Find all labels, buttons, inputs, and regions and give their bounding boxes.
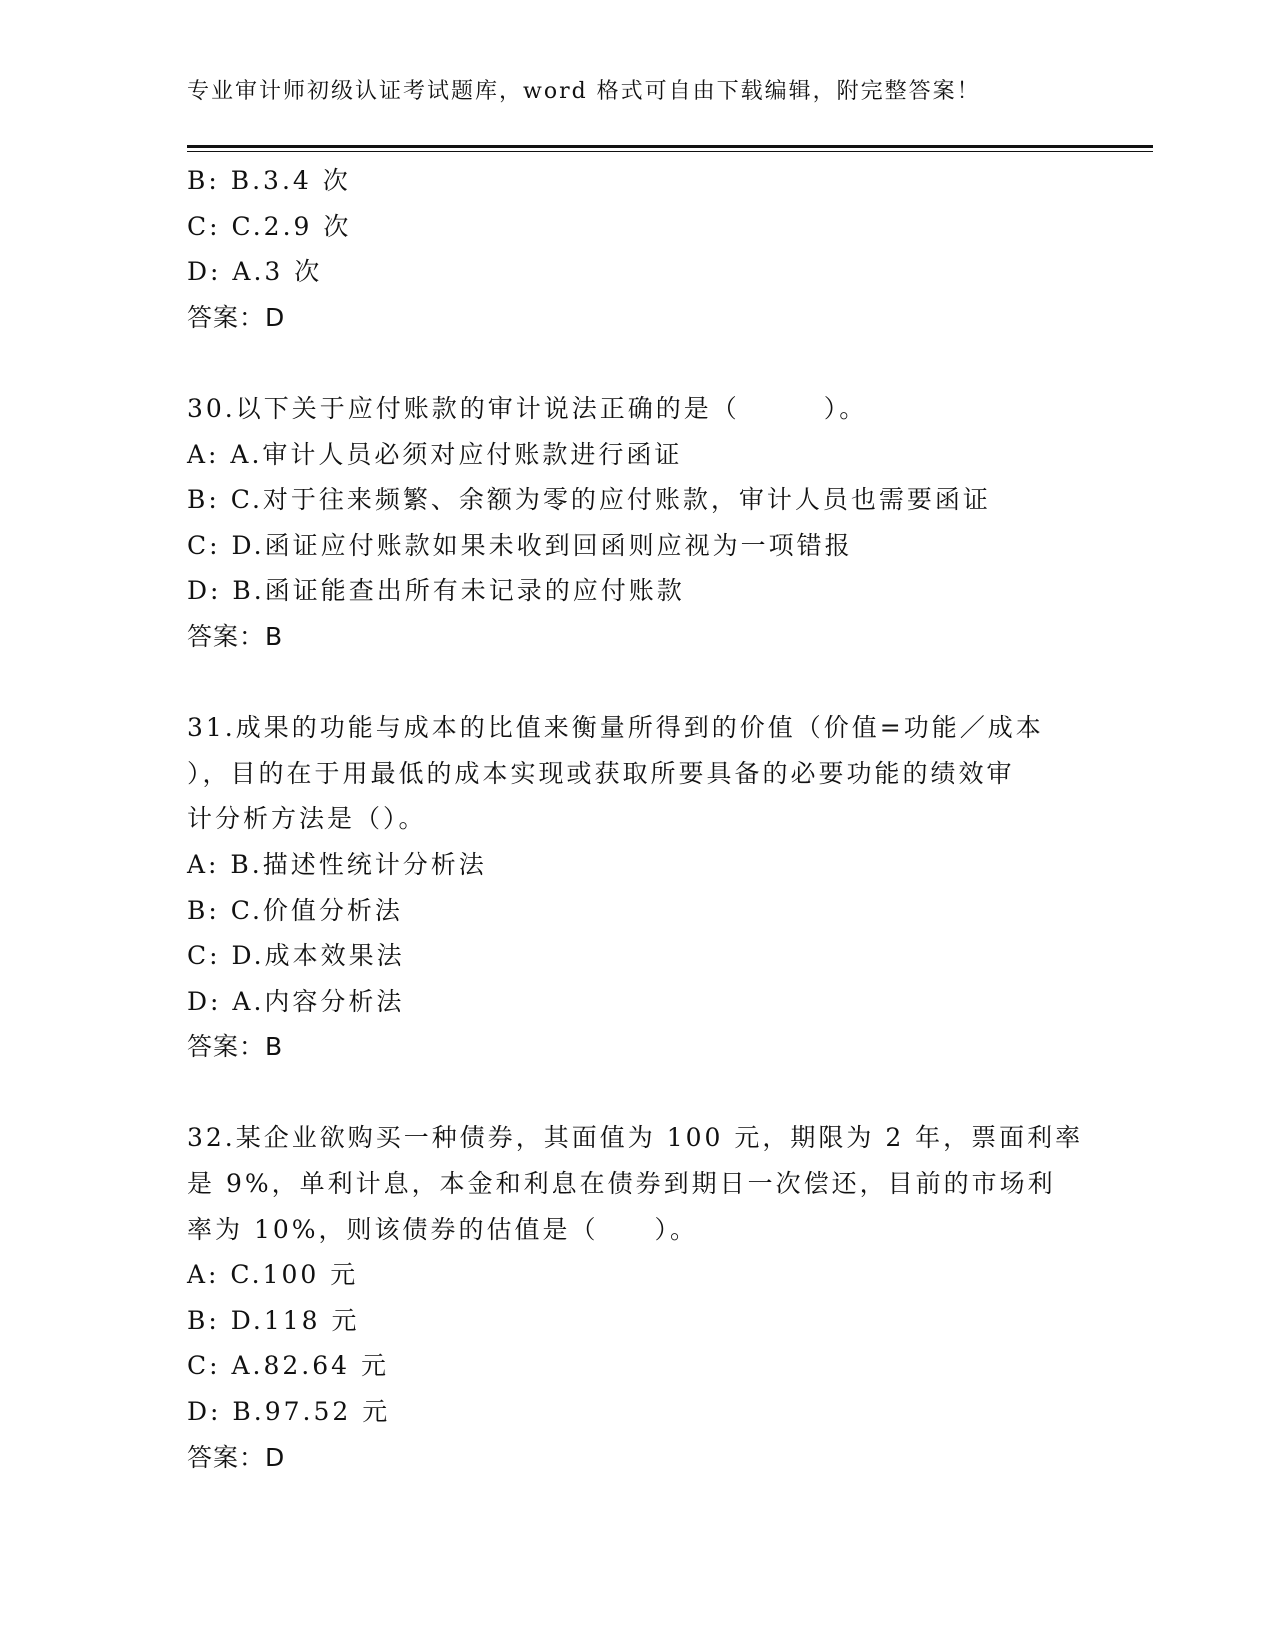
option-c: C: D.成本效果法 — [187, 941, 405, 971]
question-block-31 — [187, 705, 1067, 1070]
question-text: 31.成果的功能与成本的比值来衡量所得到的价值（价值=功能／成本 — [187, 713, 1044, 743]
option-a: A: A.审计人员必须对应付账款进行函证 — [187, 439, 683, 469]
block-spacer — [187, 1070, 1067, 1116]
option-d: D: B.97.52 元 — [187, 1397, 391, 1427]
option-c: C: C.2.9 次 — [187, 211, 352, 241]
option-b: B: C.价值分析法 — [187, 895, 403, 925]
block-spacer — [187, 340, 1067, 386]
option-c: C: D.函证应付账款如果未收到回函则应视为一项错报 — [187, 530, 853, 560]
question-text: ），目的在于用最低的成本实现或获取所要具备的必要功能的绩效审 — [187, 758, 1015, 788]
option-b: B: D.118 元 — [187, 1305, 360, 1335]
block-spacer — [187, 660, 1067, 706]
header-rule-thin — [187, 151, 1153, 152]
option-b: B: C.对于往来频繁、余额为零的应付账款，审计人员也需要函证 — [187, 485, 991, 515]
page-header: 专业审计师初级认证考试题库，word 格式可自由下载编辑，附完整答案！ — [187, 79, 981, 104]
question-text: 30.以下关于应付账款的审计说法正确的是（ ）。 — [187, 393, 868, 423]
question-block-30 — [187, 386, 1067, 660]
question-content — [187, 158, 1084, 1480]
question-text: 是 9%，单利计息，本金和利息在债券到期日一次偿还，目前的市场利 — [187, 1169, 1056, 1199]
answer-line: 答案：B — [187, 1032, 284, 1062]
option-a: A: C.100 元 — [187, 1260, 359, 1290]
answer-line: 答案：D — [187, 302, 286, 332]
question-block-29-continued — [187, 158, 1067, 340]
answer-line: 答案：B — [187, 621, 284, 651]
question-text: 计分析方法是（）。 — [187, 804, 427, 834]
header-rule-thick — [187, 145, 1153, 148]
option-b: B: B.3.4 次 — [187, 166, 351, 195]
answer-line: 答案：D — [187, 1442, 286, 1472]
question-block-32 — [187, 1115, 1084, 1480]
option-a: A: B.描述性统计分析法 — [187, 849, 487, 879]
question-text: 率为 10%，则该债券的估值是（ ）。 — [187, 1214, 699, 1244]
option-d: D: A.3 次 — [187, 257, 323, 287]
option-c: C: A.82.64 元 — [187, 1351, 390, 1381]
question-text: 32.某企业欲购买一种债券，其面值为 100 元，期限为 2 年，票面利率 — [187, 1123, 1084, 1153]
option-d: D: B.函证能查出所有未记录的应付账款 — [187, 576, 685, 606]
option-d: D: A.内容分析法 — [187, 986, 405, 1016]
